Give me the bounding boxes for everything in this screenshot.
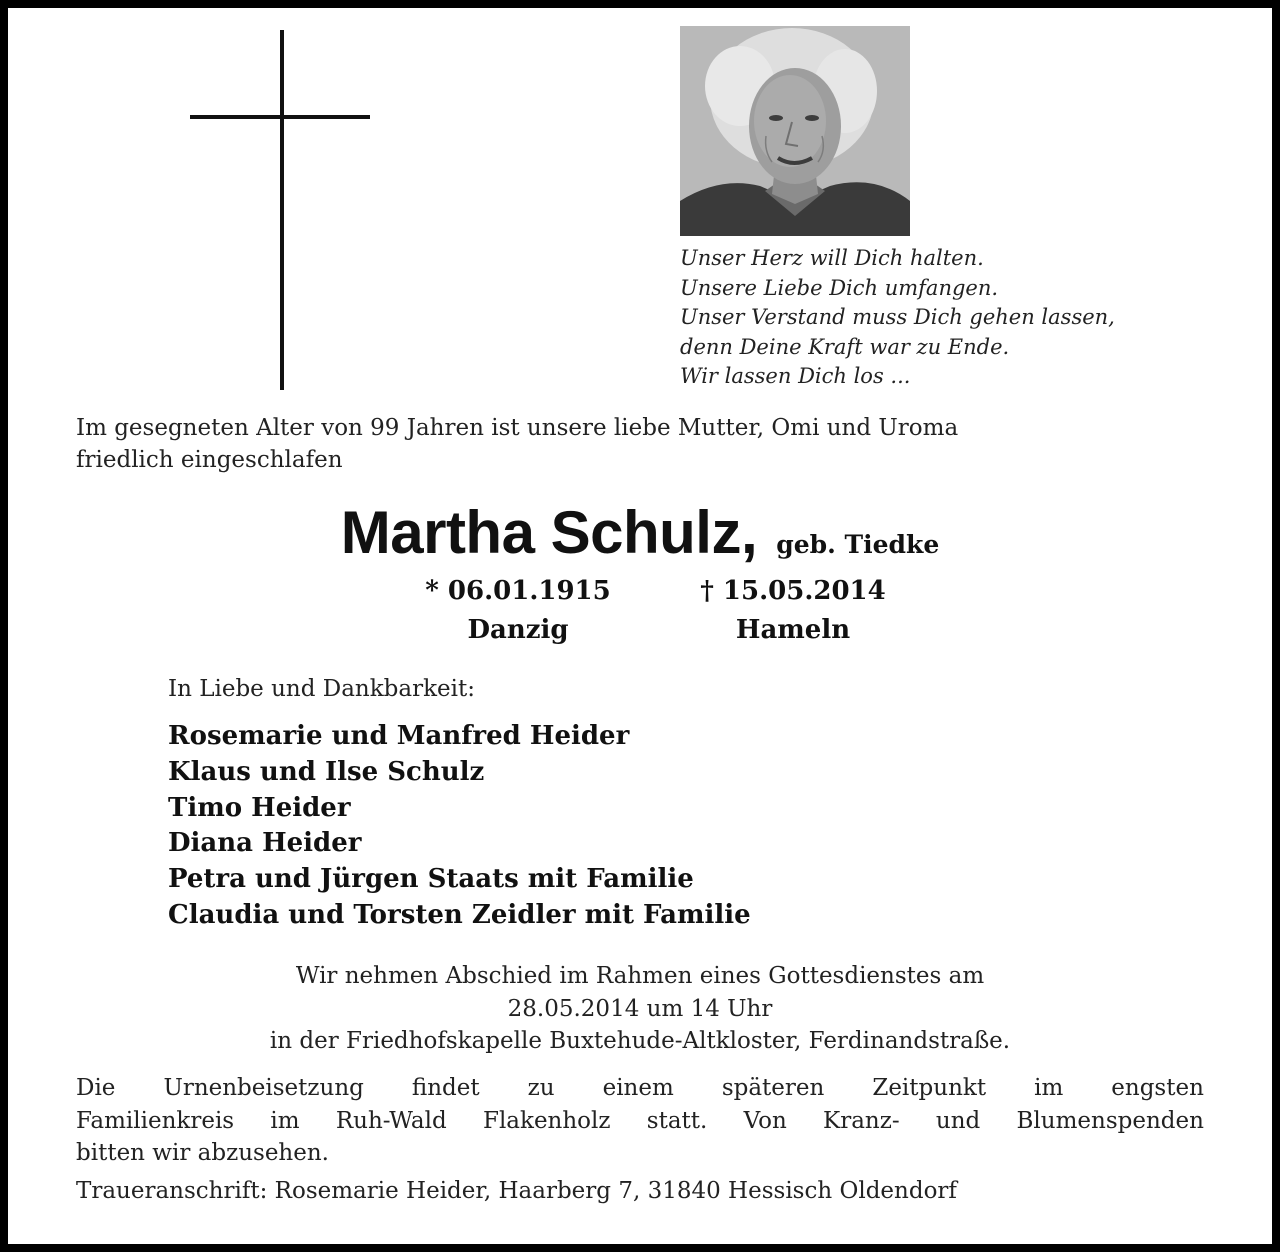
- urn-word: findet: [411, 1075, 480, 1101]
- urn-line: bitten wir abzusehen.: [76, 1140, 329, 1166]
- mourner-name: Claudia und Torsten Zeidler mit Familie: [168, 899, 751, 930]
- urn-word: Kranz-: [823, 1107, 900, 1134]
- maiden-name: geb. Tiedke: [776, 530, 940, 559]
- birth-date: * 06.01.1915: [425, 576, 611, 606]
- poem-line: Wir lassen Dich los ...: [680, 364, 911, 388]
- urn-word: und: [935, 1107, 981, 1134]
- intro-text: [76, 412, 1216, 476]
- urn-word: zu: [527, 1075, 555, 1101]
- portrait-photo: [680, 26, 910, 236]
- urn-word: Urnenbeisetzung: [163, 1075, 364, 1101]
- urn-word: Ruh-Wald: [335, 1107, 447, 1134]
- poem-line: Unsere Liebe Dich umfangen.: [680, 275, 999, 300]
- mourner-name: Diana Heider: [168, 828, 362, 859]
- urn-burial-text: [76, 1072, 1204, 1170]
- urn-word: im: [270, 1107, 300, 1134]
- birth-place: Danzig: [467, 615, 569, 645]
- urn-word: Zeitpunkt: [872, 1075, 987, 1101]
- mourning-address: Traueranschrift: Rosemarie Heider, Haarberg 7, 31840 Hessisch Oldendorf: [76, 1178, 957, 1204]
- urn-word: Blumenspenden: [1016, 1107, 1204, 1134]
- urn-word: Von: [743, 1107, 787, 1134]
- poem: [680, 244, 1240, 392]
- death-place: Hameln: [735, 615, 851, 645]
- service-line: Wir nehmen Abschied im Rahmen eines Gottesdienstes am: [295, 963, 985, 989]
- service-line: 28.05.2014 um 14 Uhr: [507, 995, 773, 1022]
- intro-line: Im gesegneten Alter von 99 Jahren ist unsere liebe Mutter, Omi und Uroma: [76, 415, 959, 441]
- urn-word: Die: [76, 1075, 116, 1101]
- poem-line: Unser Verstand muss Dich gehen lassen,: [680, 305, 1115, 329]
- name-heading: [8, 498, 1272, 567]
- mourner-name: Rosemarie und Manfred Heider: [168, 721, 630, 751]
- deceased-name: Martha Schulz,: [340, 499, 758, 566]
- urn-word: Flakenholz: [482, 1107, 611, 1134]
- death-info: [653, 572, 933, 650]
- urn-word: einem: [602, 1075, 674, 1101]
- urn-word: statt.: [646, 1107, 708, 1134]
- urn-word: späteren: [721, 1075, 825, 1101]
- birth-info: [378, 572, 658, 650]
- death-date: † 15.05.2014: [700, 576, 886, 606]
- mourners-list: [168, 719, 751, 934]
- mourner-name: Petra und Jürgen Staats mit Familie: [168, 864, 694, 895]
- service-info: [8, 960, 1272, 1058]
- intro-line: friedlich eingeschlafen: [76, 447, 343, 473]
- urn-line: [76, 1072, 1204, 1105]
- poem-line: Unser Herz will Dich halten.: [680, 246, 984, 270]
- urn-word: im: [1034, 1075, 1064, 1101]
- mourner-name: Klaus und Ilse Schulz: [168, 756, 485, 787]
- urn-word: engsten: [1111, 1075, 1204, 1101]
- urn-word: Familienkreis: [76, 1107, 235, 1134]
- poem-line: denn Deine Kraft war zu Ende.: [680, 334, 1010, 359]
- service-line: in der Friedhofskapelle Buxtehude-Altkloster, Ferdinandstraße.: [269, 1028, 1011, 1054]
- thanks-label: In Liebe und Dankbarkeit:: [168, 676, 475, 702]
- urn-line: [76, 1105, 1204, 1138]
- mourner-name: Timo Heider: [168, 792, 351, 823]
